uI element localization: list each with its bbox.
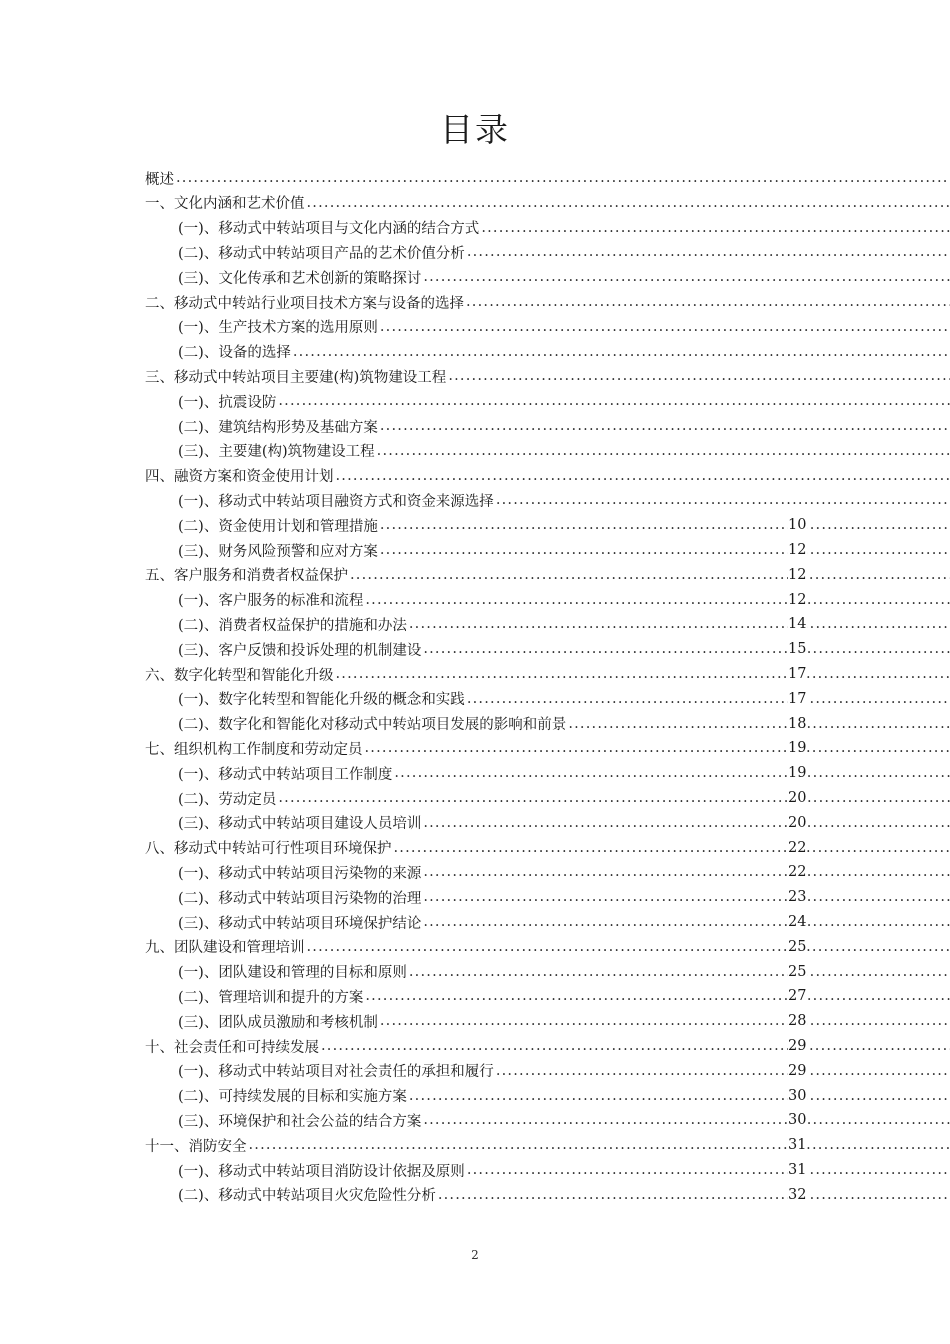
- toc-subsection-entry[interactable]: [0, 712, 950, 736]
- toc-entry-title: (一)、团队建设和管理的目标和原则: [178, 965, 407, 982]
- toc-page-number: 30: [788, 1084, 807, 1108]
- toc-subsection-entry[interactable]: [0, 389, 950, 413]
- toc-subsection-entry[interactable]: [0, 960, 950, 984]
- toc-leader-dots: [378, 517, 950, 533]
- toc-page-number: 20: [788, 786, 807, 810]
- toc-leader-dots: [566, 716, 950, 732]
- toc-leader-dots: [319, 1038, 950, 1054]
- toc-section-entry[interactable]: [0, 1133, 950, 1157]
- toc-section-entry[interactable]: [0, 1034, 950, 1058]
- toc-entry-title: (一)、移动式中转站项目消防设计依据及原则: [178, 1163, 465, 1180]
- toc-entry-title: 六、数字化转型和智能化升级: [145, 667, 334, 684]
- toc-leader-dots: [421, 914, 950, 930]
- toc-entry-title: (三)、团队成员激励和考核机制: [178, 1014, 378, 1031]
- toc-subsection-entry[interactable]: [0, 860, 950, 884]
- toc-leader-dots: [494, 1063, 950, 1079]
- toc-entry-title: (二)、劳动定员: [178, 791, 277, 808]
- toc-entry-title: (二)、移动式中转站项目产品的艺术价值分析: [178, 245, 465, 262]
- toc-page-number: 25: [788, 935, 807, 959]
- toc-section-entry[interactable]: [0, 464, 950, 488]
- toc-page-number: 29: [788, 1034, 807, 1058]
- toc-leader-dots: [392, 765, 950, 781]
- toc-subsection-entry[interactable]: [0, 488, 950, 512]
- toc-leader-dots: [465, 244, 950, 260]
- toc-page-number: 25: [788, 960, 807, 984]
- toc-subsection-entry[interactable]: [0, 687, 950, 711]
- toc-leader-dots: [305, 195, 950, 211]
- toc-subsection-entry[interactable]: [0, 240, 950, 264]
- toc-page-number: 19: [788, 736, 807, 760]
- toc-subsection-entry[interactable]: [0, 1009, 950, 1033]
- toc-entry-title: (二)、管理培训和提升的方案: [178, 989, 364, 1006]
- toc-page-number: 18: [788, 712, 807, 736]
- toc-section-entry[interactable]: [0, 191, 950, 215]
- toc-page-number: 17: [788, 662, 807, 686]
- toc-subsection-entry[interactable]: [0, 786, 950, 810]
- toc-leader-dots: [407, 1088, 950, 1104]
- toc-entry-title: (三)、文化传承和艺术创新的策略探讨: [178, 270, 422, 287]
- toc-leader-dots: [378, 542, 950, 558]
- toc-section-entry[interactable]: [0, 563, 950, 587]
- toc-leader-dots: [363, 988, 950, 1004]
- toc-entry-title: 十、社会责任和可持续发展: [145, 1039, 319, 1056]
- toc-subsection-entry[interactable]: [0, 910, 950, 934]
- toc-leader-dots: [407, 964, 950, 980]
- toc-entry-title: 四、融资方案和资金使用计划: [145, 469, 334, 486]
- toc-subsection-entry[interactable]: [0, 265, 950, 289]
- toc-page-number: 22: [788, 836, 807, 860]
- toc-page-number: 24: [788, 910, 807, 934]
- toc-subsection-entry[interactable]: [0, 1183, 950, 1207]
- toc-entry-title: (一)、移动式中转站项目与文化内涵的结合方式: [178, 221, 480, 238]
- toc-leader-dots: [446, 368, 950, 384]
- toc-subsection-entry[interactable]: [0, 216, 950, 240]
- toc-entry-title: (二)、消费者权益保护的措施和办法: [178, 617, 407, 634]
- toc-page-number: 28: [788, 1009, 807, 1033]
- toc-entry-title: (三)、移动式中转站项目环境保护结论: [178, 915, 422, 932]
- toc-entry-title: (三)、移动式中转站项目建设人员培训: [178, 816, 422, 833]
- toc-leader-dots: [276, 790, 950, 806]
- toc-entry-title: 七、组织机构工作制度和劳动定员: [145, 741, 363, 758]
- toc-page-number: 29: [788, 1059, 807, 1083]
- toc-subsection-entry[interactable]: [0, 885, 950, 909]
- page-title: 目录: [440, 110, 510, 149]
- toc-section-entry[interactable]: [0, 836, 950, 860]
- toc-leader-dots: [375, 443, 950, 459]
- toc-subsection-entry[interactable]: [0, 984, 950, 1008]
- toc-entry-title: 八、移动式中转站可行性项目环境保护: [145, 841, 392, 858]
- toc-entry-title: 概述: [145, 171, 174, 188]
- toc-subsection-entry[interactable]: [0, 1108, 950, 1132]
- toc-leader-dots: [378, 418, 950, 434]
- toc-subsection-entry[interactable]: [0, 538, 950, 562]
- toc-leader-dots: [291, 344, 950, 360]
- toc-leader-dots: [421, 269, 950, 285]
- toc-entry-title: (三)、客户反馈和投诉处理的机制建设: [178, 642, 422, 659]
- toc-entry-title: (一)、客户服务的标准和流程: [178, 593, 364, 610]
- toc-entry-title: (一)、生产技术方案的选用原则: [178, 320, 378, 337]
- toc-entry-title: 五、客户服务和消费者权益保护: [145, 568, 348, 585]
- toc-entry-title: (二)、建筑结构形势及基础方案: [178, 419, 378, 436]
- toc-page-number: 22: [788, 860, 807, 884]
- toc-page-number: 20: [788, 811, 807, 835]
- toc-page-number: 27: [788, 984, 807, 1008]
- toc-page-number: 19: [788, 761, 807, 785]
- toc-leader-dots: [348, 567, 950, 583]
- toc-leader-dots: [363, 592, 950, 608]
- toc-leader-dots: [174, 170, 950, 186]
- toc-entry-title: (三)、主要建(构)筑物建设工程: [178, 444, 375, 461]
- toc-entry-title: (二)、设备的选择: [178, 345, 291, 362]
- toc-entry-title: 九、团队建设和管理培训: [145, 940, 305, 957]
- toc-entry-title: (一)、移动式中转站项目对社会责任的承担和履行: [178, 1064, 494, 1081]
- toc-entry-title: (二)、资金使用计划和管理措施: [178, 518, 378, 535]
- toc-entry-title: (一)、数字化转型和智能化升级的概念和实践: [178, 692, 465, 709]
- toc-leader-dots: [494, 492, 950, 508]
- toc-subsection-entry[interactable]: [0, 1158, 950, 1182]
- toc-leader-dots: [436, 1187, 950, 1203]
- toc-leader-dots: [465, 691, 950, 707]
- table-of-contents: [0, 166, 950, 1216]
- toc-leader-dots: [421, 815, 950, 831]
- toc-section-entry[interactable]: [0, 662, 950, 686]
- toc-page-number: 12: [788, 588, 807, 612]
- toc-entry-title: (一)、抗震设防: [178, 394, 277, 411]
- toc-entry-title: (三)、环境保护和社会公益的结合方案: [178, 1113, 422, 1130]
- toc-subsection-entry[interactable]: [0, 811, 950, 835]
- toc-leader-dots: [407, 616, 950, 632]
- toc-subsection-entry[interactable]: [0, 513, 950, 537]
- toc-leader-dots: [421, 1112, 950, 1128]
- toc-leader-dots: [363, 740, 950, 756]
- toc-page-number: 32: [788, 1183, 807, 1207]
- toc-subsection-entry[interactable]: [0, 439, 950, 463]
- toc-entry-title: 十一、消防安全: [145, 1138, 247, 1155]
- toc-leader-dots: [464, 294, 950, 310]
- toc-entry-title: (二)、移动式中转站项目火灾危险性分析: [178, 1188, 436, 1205]
- toc-subsection-entry[interactable]: [0, 340, 950, 364]
- toc-entry-title: (二)、移动式中转站项目污染物的治理: [178, 890, 422, 907]
- toc-entry-title: 一、文化内涵和艺术价值: [145, 196, 305, 213]
- toc-leader-dots: [276, 393, 950, 409]
- toc-page-number: 17: [788, 687, 807, 711]
- toc-leader-dots: [334, 666, 950, 682]
- toc-entry-title: (一)、移动式中转站项目污染物的来源: [178, 865, 422, 882]
- toc-subsection-entry[interactable]: [0, 588, 950, 612]
- toc-entry-title: 三、移动式中转站项目主要建(构)筑物建设工程: [145, 369, 447, 386]
- toc-subsection-entry[interactable]: [0, 1084, 950, 1108]
- toc-leader-dots: [378, 1013, 950, 1029]
- toc-page-number: 30: [788, 1108, 807, 1132]
- toc-leader-dots: [465, 1162, 950, 1178]
- toc-page-number: 12: [788, 538, 807, 562]
- toc-leader-dots: [305, 939, 950, 955]
- toc-entry-title: (二)、数字化和智能化对移动式中转站项目发展的影响和前景: [178, 717, 567, 734]
- page-number: 2: [471, 1248, 479, 1262]
- toc-entry-title: (三)、财务风险预警和应对方案: [178, 543, 378, 560]
- toc-subsection-entry[interactable]: [0, 612, 950, 636]
- toc-page-number: 12: [788, 563, 807, 587]
- toc-leader-dots: [392, 840, 950, 856]
- toc-subsection-entry[interactable]: [0, 761, 950, 785]
- toc-page-number: 10: [788, 513, 807, 537]
- toc-subsection-entry[interactable]: [0, 315, 950, 339]
- toc-subsection-entry[interactable]: [0, 637, 950, 661]
- toc-section-entry[interactable]: [0, 166, 950, 190]
- toc-leader-dots: [247, 1137, 950, 1153]
- toc-entry-title: 二、移动式中转站行业项目技术方案与设备的选择: [145, 295, 464, 312]
- toc-leader-dots: [421, 864, 950, 880]
- toc-entry-title: (一)、移动式中转站项目工作制度: [178, 766, 393, 783]
- toc-page-number: 14: [788, 612, 807, 636]
- toc-entry-title: (二)、可持续发展的目标和实施方案: [178, 1089, 407, 1106]
- toc-leader-dots: [421, 641, 950, 657]
- toc-page-number: 15: [788, 637, 807, 661]
- toc-entry-title: (一)、移动式中转站项目融资方式和资金来源选择: [178, 493, 494, 510]
- toc-subsection-entry[interactable]: [0, 414, 950, 438]
- toc-leader-dots: [378, 319, 950, 335]
- toc-section-entry[interactable]: [0, 935, 950, 959]
- toc-page-number: 31: [788, 1158, 807, 1182]
- toc-section-entry[interactable]: [0, 736, 950, 760]
- toc-page-number: 23: [788, 885, 807, 909]
- toc-page-number: 31: [788, 1133, 807, 1157]
- toc-leader-dots: [421, 889, 950, 905]
- toc-leader-dots: [479, 220, 950, 236]
- toc-section-entry[interactable]: [0, 290, 950, 314]
- toc-section-entry[interactable]: [0, 364, 950, 388]
- toc-leader-dots: [334, 468, 950, 484]
- toc-subsection-entry[interactable]: [0, 1059, 950, 1083]
